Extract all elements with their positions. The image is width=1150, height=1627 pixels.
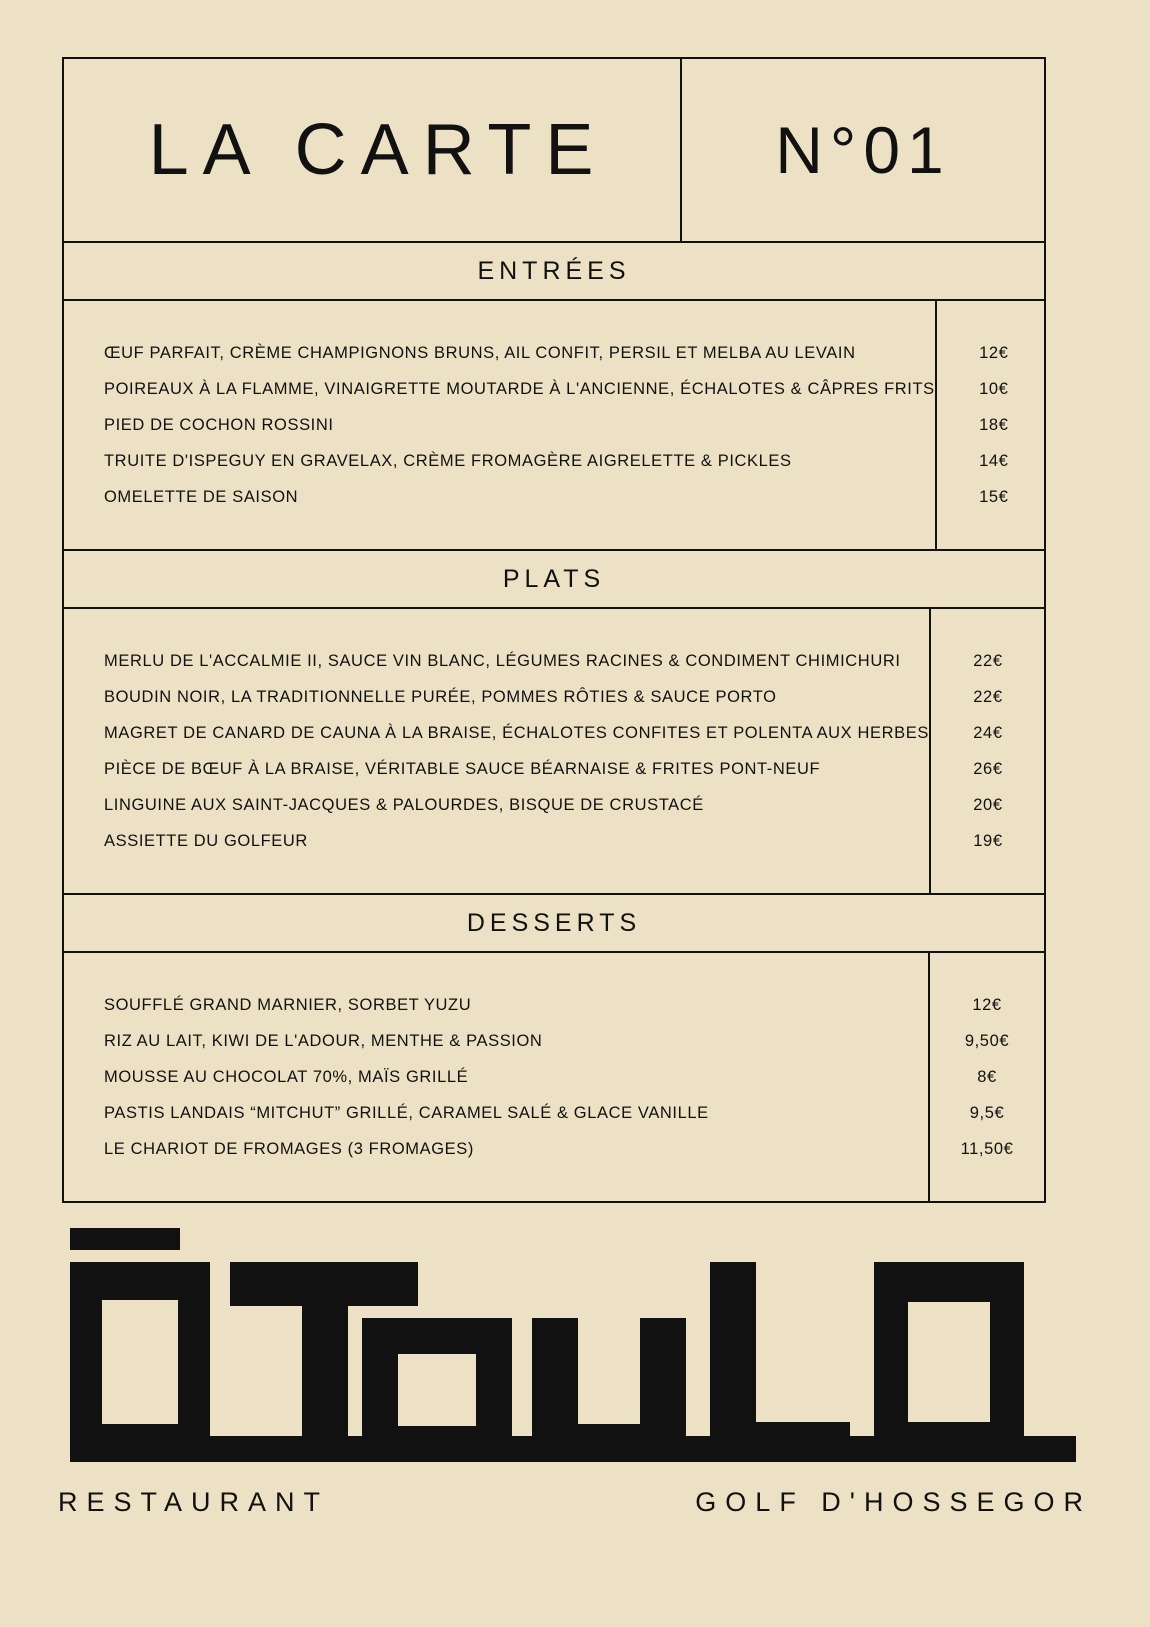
menu-item-name: LINGUINE AUX SAINT-JACQUES & PALOURDES, BISQUE DE CRUSTACÉ — [104, 796, 704, 814]
menu-item-price: 12€ — [972, 996, 1002, 1014]
ataula-logo-icon — [62, 1222, 1084, 1462]
menu-item-name: POIREAUX À LA FLAMME, VINAIGRETTE MOUTARDE À L'ANCIENNE, ÉCHALOTES & CÂPRES FRITS — [104, 380, 935, 398]
menu-item-price: 12€ — [979, 344, 1009, 362]
menu-item-name: LE CHARIOT DE FROMAGES (3 FROMAGES) — [104, 1140, 474, 1158]
menu-item-name: PIÈCE DE BŒUF À LA BRAISE, VÉRITABLE SAUCE BÉARNAISE & FRITES PONT-NEUF — [104, 760, 821, 778]
item-names-column — [64, 953, 930, 1201]
item-names-column — [64, 609, 931, 893]
menu-item-price: 20€ — [973, 796, 1003, 814]
brand-right-label: GOLF D'HOSSEGOR — [695, 1487, 1092, 1517]
menu-title-cell — [64, 59, 682, 241]
menu-item-name: PASTIS LANDAIS “MITCHUT” GRILLÉ, CARAMEL SALÉ & GLACE VANILLE — [104, 1104, 709, 1122]
menu-number: N°01 — [775, 113, 951, 187]
menu-item-price: 11,50€ — [960, 1140, 1014, 1158]
menu-item-name: RIZ AU LAIT, KIWI DE L'ADOUR, MENTHE & PASSION — [104, 1032, 543, 1050]
menu-item-name: MERLU DE L'ACCALMIE II, SAUCE VIN BLANC, LÉGUMES RACINES & CONDIMENT CHIMICHURI — [104, 652, 901, 670]
menu-item-price: 19€ — [973, 832, 1003, 850]
menu-item-name: TRUITE D'ISPEGUY EN GRAVELAX, CRÈME FROMAGÈRE AIGRELETTE & PICKLES — [104, 452, 792, 470]
section-items-plats — [64, 609, 1044, 895]
section-title: ENTRÉES — [477, 256, 631, 285]
menu-item-name: OMELETTE DE SAISON — [104, 488, 299, 506]
menu-item-name: MAGRET DE CANARD DE CAUNA À LA BRAISE, ÉCHALOTES CONFITES ET POLENTA AUX HERBES — [104, 724, 929, 742]
menu-item-price: 8€ — [977, 1068, 997, 1086]
menu-number-cell — [682, 59, 1044, 241]
brand-left-label: RESTAURANT — [58, 1487, 330, 1517]
brand-block — [0, 1222, 1150, 1627]
section-header-desserts — [64, 895, 1044, 953]
item-names-column — [64, 301, 937, 549]
menu-header — [64, 59, 1044, 243]
menu-item-price: 18€ — [979, 416, 1009, 434]
item-prices-column — [937, 301, 1051, 549]
menu-item-name: SOUFFLÉ GRAND MARNIER, SORBET YUZU — [104, 996, 472, 1014]
section-title: DESSERTS — [466, 908, 642, 937]
menu-item-name: ASSIETTE DU GOLFEUR — [104, 832, 308, 850]
menu-item-name: ŒUF PARFAIT, CRÈME CHAMPIGNONS BRUNS, AIL CONFIT, PERSIL ET MELBA AU LEVAIN — [104, 344, 856, 362]
menu-frame — [62, 57, 1046, 1203]
menu-item-price: 24€ — [973, 724, 1003, 742]
item-prices-column — [930, 953, 1044, 1201]
menu-item-price: 9,50€ — [964, 1032, 1010, 1050]
menu-item-price: 22€ — [973, 688, 1003, 706]
menu-item-name: BOUDIN NOIR, LA TRADITIONNELLE PURÉE, POMMES RÔTIES & SAUCE PORTO — [104, 688, 777, 706]
menu-item-price: 9,5€ — [969, 1104, 1005, 1122]
menu-item-name: PIED DE COCHON ROSSINI — [104, 416, 334, 434]
menu-item-price: 10€ — [979, 380, 1009, 398]
section-header-entrees — [64, 243, 1044, 301]
menu-item-name: MOUSSE AU CHOCOLAT 70%, MAÏS GRILLÉ — [104, 1068, 469, 1086]
brand-footer — [0, 1487, 1150, 1518]
section-items-desserts — [64, 953, 1044, 1201]
section-items-entrees — [64, 301, 1044, 551]
menu-item-price: 15€ — [979, 488, 1009, 506]
menu-item-price: 22€ — [973, 652, 1003, 670]
section-header-plats — [64, 551, 1044, 609]
section-title: PLATS — [502, 564, 606, 593]
item-prices-column — [931, 609, 1045, 893]
menu-item-price: 26€ — [973, 760, 1003, 778]
menu-item-price: 14€ — [979, 452, 1009, 470]
page-title: LA CARTE — [148, 110, 608, 190]
